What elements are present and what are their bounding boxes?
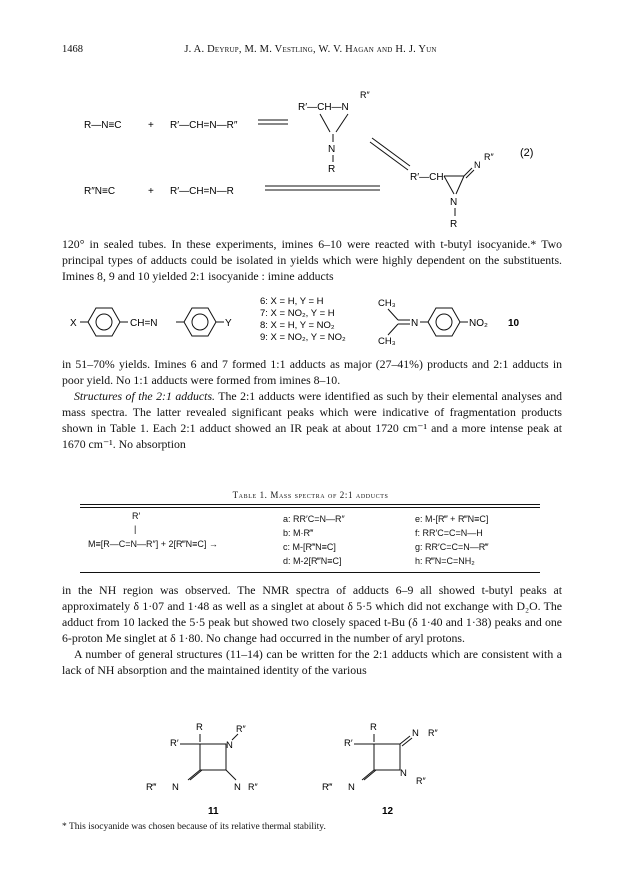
s12-n-ring: N: [400, 768, 407, 779]
imine10-no2: NO₂: [469, 318, 488, 329]
s12-rpp-ring: R″: [416, 776, 426, 786]
paragraph-2-text: in 51–70% yields. Imines 6 and 7 formed 1:1 adducts as major (27–41%) products and 2:1 adducts in poor yield. No 1:1 adducts were formed from imines 8–10.: [62, 357, 562, 387]
imine-y-label: Y: [225, 318, 232, 329]
structure-11-label: 11: [208, 806, 219, 817]
s11-rpp-right: R″: [248, 782, 258, 792]
paragraph-3-text: The 2:1 adducts were identified as such by their elemental analyses and mass spectra. The latter revealed significant peaks which were indicative of fragmentation products shown in Table 1. Each 2:1 adduct showed an IR peak at about 1720 cm⁻¹ and a more intense peak at 1670 cm⁻¹. No absorption: [62, 389, 562, 451]
table-entry-g: g: RR′C=C=N—R‴: [415, 542, 489, 552]
paragraph-1-text: 120° in sealed tubes. In these experiments, imines 6–10 were reacted with t-butyl isocyanide.* Two principal types of adducts could be isolated in yields which were highly dependent on the substituents. Imines 8, 9 and 10 yielded 2:1 isocyanide : imine adducts: [62, 237, 562, 283]
paragraph-1: [62, 236, 562, 284]
reaction-scheme-2: [60, 80, 570, 240]
table-entry-e: e: M-[R‴ + R‴N≡C]: [415, 514, 489, 524]
compound-10-label: 10: [508, 318, 520, 329]
s12-rpp-top: R″: [428, 728, 438, 738]
table-entry-h: h: R‴N=C=NH₂: [415, 556, 475, 566]
row2-reactant2: R′—CH=N—R: [170, 186, 234, 197]
running-header-authors: J. A. Deyrup, M. M. Vestling, W. V. Hagan and H. J. Yun: [184, 44, 437, 55]
methyl-bottom: CH₃: [378, 336, 396, 347]
page-number: 1468: [62, 44, 83, 55]
table-entry-f: f: RR′C=C=N—H: [415, 528, 483, 538]
table-formula: M≡[R—C=N—R″] + 2[R‴N≡C] →: [88, 539, 218, 549]
s11-n-left: N: [172, 782, 179, 793]
paragraph-2: [62, 356, 562, 452]
compound-6: 6: X = H, Y = H: [260, 296, 324, 307]
imine-structures: [60, 290, 570, 350]
aziridine1-n: N: [328, 144, 336, 155]
paragraph-4: [62, 582, 562, 678]
table-entry-b: b: M·R‴: [283, 528, 314, 538]
eq-number: (2): [520, 147, 534, 159]
table-entry-d: d: M-2[R‴N≡C]: [283, 556, 342, 566]
imine10-n: N: [411, 318, 419, 329]
s11-n-right: N: [234, 782, 241, 793]
s11-rppp: R‴: [146, 782, 157, 793]
table-bottom-rule: [80, 572, 540, 573]
table-entry-c: c: M-[R‴N≡C]: [283, 542, 336, 552]
row1-plus: +: [148, 120, 154, 131]
aziridine1-r: R: [328, 164, 336, 175]
row2-plus: +: [148, 186, 154, 197]
s11-rpp: R″: [236, 724, 246, 734]
s11-n: N: [226, 740, 233, 751]
table-top-rule-2: [80, 507, 540, 508]
methyl-top: CH₃: [378, 298, 396, 309]
section-heading-structures: Structures of the 2:1 adducts.: [74, 389, 215, 403]
structures-11-12: [60, 718, 570, 818]
row2-reactant1: R″N≡C: [84, 186, 116, 197]
aziridine2-bottom-n: N: [450, 197, 458, 208]
s12-r-top: R: [370, 722, 377, 733]
s12-rppp: R‴: [322, 782, 333, 793]
aziridine2-r: R: [450, 219, 458, 230]
table-top-rule: [80, 504, 540, 505]
s11-rp: R′: [170, 738, 179, 749]
compound-9: 9: X = NO₂, Y = NO₂: [260, 332, 346, 343]
paragraph-4-text: in the NH region was observed. The NMR spectra of adducts 6–9 all showed t-butyl peaks at approximately δ 1·07 and 1·48 as well as a singlet at about δ 5·5 which did not exchange with D₂O. The adduct from 10 lacked the 5·5 peak but showed two closely spaced t-Bu (δ 1·40 and 1·38) peaks and one 6-proton Me singlet at δ 1·80. No change had occurred in the number of aryl protons.: [62, 583, 562, 645]
imine-x-label: X: [70, 318, 77, 329]
compound-7: 7: X = NO₂, Y = H: [260, 308, 335, 319]
s11-r-top: R: [196, 722, 203, 733]
table-formula-bond: |: [134, 524, 137, 534]
aziridine1-top: R′—CH—N: [298, 102, 349, 113]
footnote: * This isocyanide was chosen because of its relative thermal stability.: [62, 822, 326, 832]
structure-12-label: 12: [382, 806, 394, 817]
row1-reactant1: R—N≡C: [84, 120, 122, 131]
s12-n-left: N: [348, 782, 355, 793]
table-entry-a: a: RR′C=N—R″: [283, 514, 345, 524]
table-1-title: Table 1. Mass spectra of 2:1 adducts: [232, 490, 389, 500]
compound-8: 8: X = H, Y = NO₂: [260, 320, 335, 331]
aziridine2-n: N: [474, 160, 481, 170]
table-formula-r: R′: [132, 511, 141, 521]
aziridine2-sub: R″: [484, 152, 494, 162]
s12-n-top: N: [412, 728, 419, 739]
aziridine2-left: R′—CH: [410, 172, 444, 183]
s12-rp: R′: [344, 738, 353, 749]
paragraph-5-text: A number of general structures (11–14) can be written for the 2:1 adducts which are consistent with a lack of NH absorption and the maintained identity of the various: [62, 647, 562, 677]
row1-reactant2: R′—CH=N—R″: [170, 120, 238, 131]
imine-linker: CH=N: [130, 318, 158, 329]
aziridine1-sub: R″: [360, 90, 370, 100]
paragraph-3: [62, 388, 562, 452]
